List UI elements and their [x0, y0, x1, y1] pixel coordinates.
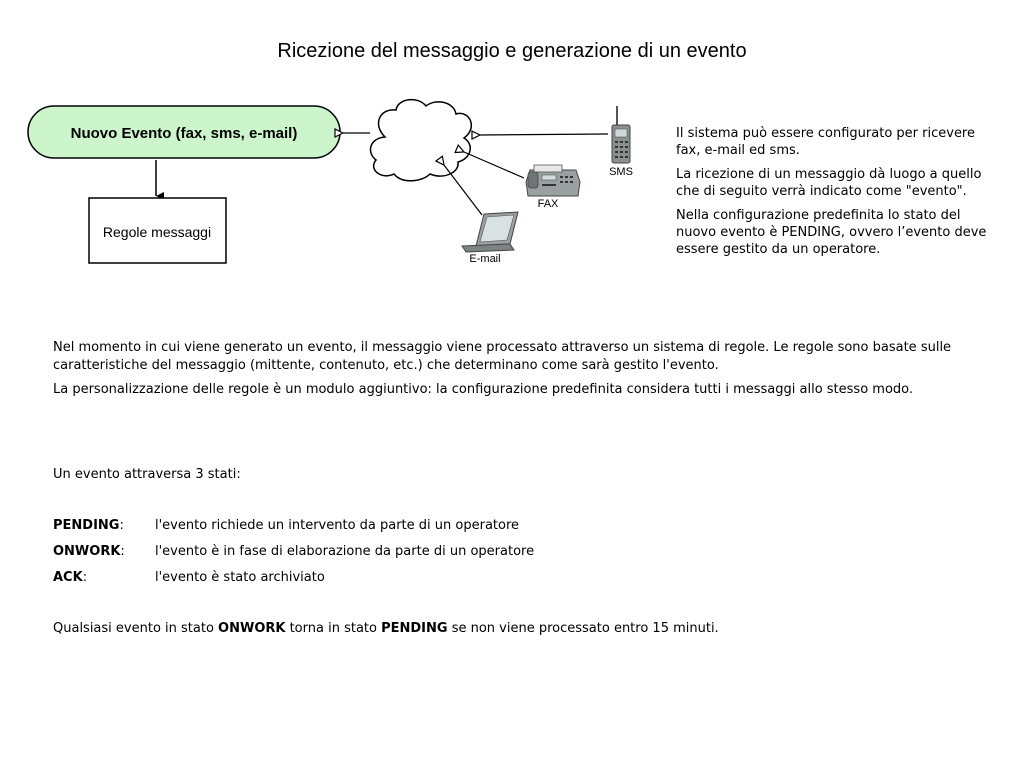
side-paragraph: Nella configurazione predefinita lo stato del nuovo evento è PENDING, ovvero l’evento deve essere gestito da un operatore.: [676, 208, 987, 257]
arrow-email-to-cloud: [444, 165, 482, 215]
body-paragraph: La personalizzazione delle regole è un modulo aggiuntivo: la configurazione predefinita considera tutti i messaggi allo stesso modo.: [53, 382, 914, 397]
arrow-fax-to-cloud: [464, 152, 524, 178]
state-name: ONWORK: [53, 544, 121, 559]
event-box-label: Nuovo Evento (fax, sms, e-mail): [70, 125, 298, 142]
state-name: PENDING: [53, 518, 120, 533]
side-description: [676, 125, 996, 265]
states-list: [53, 516, 534, 594]
state-row: ONWORK: l'evento è in fase di elaborazione da parte di un operatore: [53, 542, 534, 568]
arrow-sms-to-cloud: [480, 134, 608, 135]
fax-label: FAX: [537, 198, 559, 210]
state-description: l'evento richiede un intervento da parte di un operatore: [155, 518, 520, 533]
rules-box-label: Regole messaggi: [102, 224, 212, 240]
fax-machine-icon: [526, 165, 580, 196]
event-box: [28, 106, 340, 158]
laptop-icon: [462, 212, 518, 252]
states-intro: Un evento attraversa 3 stati:: [53, 467, 241, 482]
cloud-icon: [370, 100, 471, 181]
state-row: PENDING: l'evento richiede un intervento da parte di un operatore: [53, 516, 534, 542]
body-paragraph: Nel momento in cui viene generato un evento, il messaggio viene processato attraverso un sistema di regole. Le regole sono basate sulle caratteristiche del messaggio (mittente, contenuto, etc.) che determinano come sarà gestito l'evento.: [53, 340, 952, 373]
email-label: E-mail: [469, 253, 501, 265]
side-paragraph: Il sistema può essere configurato per ricevere fax, e-mail ed sms.: [676, 126, 975, 158]
page-title: Ricezione del messaggio e generazione di un evento: [277, 40, 747, 62]
sms-label: SMS: [609, 166, 633, 178]
state-onwork: ONWORK: [218, 621, 286, 636]
timeout-note: Qualsiasi evento in stato ONWORK torna in stato PENDING se non viene processato entro 15 minuti.: [53, 621, 719, 636]
mobile-phone-icon: [612, 106, 630, 163]
state-description: l'evento è stato archiviato: [155, 570, 325, 585]
state-pending: PENDING: [381, 621, 448, 636]
state-description: l'evento è in fase di elaborazione da parte di un operatore: [155, 544, 535, 559]
state-row: ACK: l'evento è stato archiviato: [53, 568, 534, 594]
state-name: ACK: [53, 570, 83, 585]
side-paragraph: La ricezione di un messaggio dà luogo a quello che di seguito verrà indicato come "evento".: [676, 167, 982, 199]
rules-box: [89, 198, 226, 263]
rules-description: [53, 339, 973, 405]
